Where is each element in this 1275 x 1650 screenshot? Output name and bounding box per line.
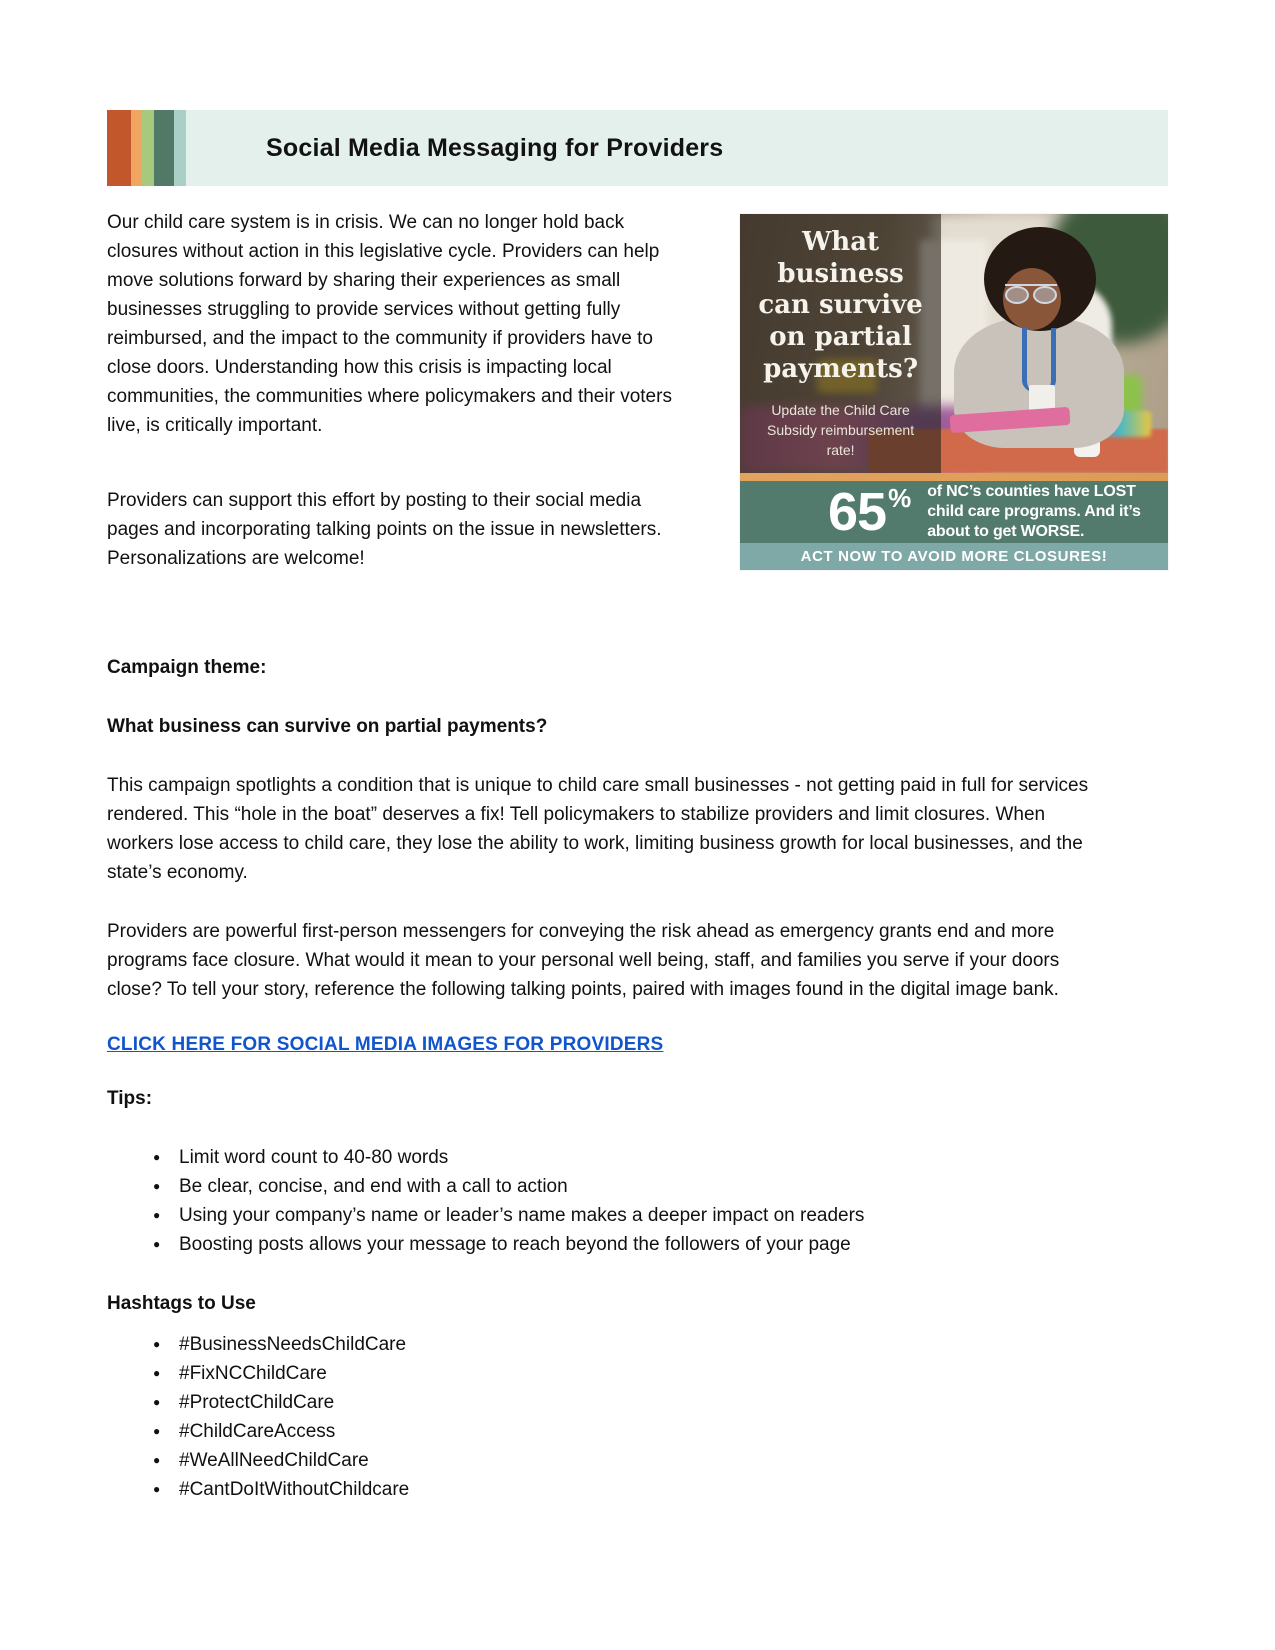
tips-item: ● Using your company’s name or leader’s name makes a deeper impact on readers [153, 1201, 1168, 1230]
campaign-theme-heading: What business can survive on partial payments? [107, 716, 548, 737]
hashtag-item: ● #BusinessNeedsChildCare [153, 1330, 1168, 1359]
intro-paragraph-2: Providers can support this effort by posting to their social media pages and incorporating talking points on the issue in newsletters. Personalizations are welcome! [107, 490, 662, 569]
intro-section [107, 208, 1168, 603]
stat-percent-sign: % [888, 482, 912, 513]
hashtag-item: ● #CantDoItWithoutChildcare [153, 1475, 1168, 1504]
hashtags-list [107, 1330, 1168, 1504]
intro-paragraph-1: Our child care system is in crisis. We can no longer hold back closures without action in this legislative cycle. Providers can help move solutions forward by sharing their experiences as small businesses struggling to provide services without getting fully reimbursed, and the impact to the community if providers have to close doors. Understanding how this crisis is impacting local communities, the communities where policymakers and their voters live, is critically important. [107, 212, 672, 436]
tips-item: ● Limit word count to 40-80 words [153, 1143, 1168, 1172]
graphic-headline: What business can survive on partial payments? [758, 226, 923, 384]
graphic-divider-strip [740, 473, 1168, 481]
tips-heading: Tips: [107, 1088, 153, 1109]
banner-stripes [107, 110, 186, 186]
tips-item: ● Boosting posts allows your message to reach beyond the followers of your page [153, 1230, 1168, 1259]
photo-illustration [740, 214, 1168, 473]
graphic-cta-band: ACT NOW TO AVOID MORE CLOSURES! [740, 543, 1168, 570]
graphic-stat-band [740, 481, 1168, 543]
campaign-paragraph-2: Providers are powerful first-person messengers for conveying the risk ahead as emergency grants end and more programs face closure. What would it mean to your personal well being, staff, and families you serve if your doors close? To tell your story, reference the following talking points, paired with images found in the digital image bank. [107, 921, 1060, 1000]
hashtag-item: ● #FixNCChildCare [153, 1359, 1168, 1388]
stripe-dark-teal [154, 110, 174, 186]
stripe-light-orange [131, 110, 141, 186]
campaign-theme-label: Campaign theme: [107, 657, 267, 678]
graphic-text-overlay [740, 214, 941, 473]
intro-text-column [107, 208, 679, 603]
social-media-graphic-image [740, 214, 1168, 570]
stat-text: of NC’s counties have LOST child care programs. And it’s about to get WORSE. [927, 483, 1141, 540]
graphic-subline: Update the Child Care Subsidy reimbursement rate! [767, 402, 915, 458]
title-banner [107, 110, 1168, 186]
campaign-paragraph-1: This campaign spotlights a condition that is unique to child care small businesses - not getting paid in full for services rendered. This “hole in the boat” deserves a fix! Tell policymakers to stabilize providers and limit closures. When workers lose access to child care, they lose the ability to work, limiting business growth for local businesses, and the state’s economy. [107, 775, 1089, 883]
stripe-light-teal [174, 110, 186, 186]
tips-item: ● Be clear, concise, and end with a call to action [153, 1172, 1168, 1201]
tips-list [107, 1143, 1168, 1259]
stripe-light-green [141, 110, 154, 186]
hashtag-item: ● #ChildCareAccess [153, 1417, 1168, 1446]
stat-number: 65 [828, 482, 887, 542]
social-media-images-link[interactable]: CLICK HERE FOR SOCIAL MEDIA IMAGES FOR PROVIDERS [107, 1034, 664, 1055]
page-title: Social Media Messaging for Providers [266, 133, 724, 162]
lanyard-shape [1022, 328, 1056, 392]
hashtag-item: ● #ProtectChildCare [153, 1388, 1168, 1417]
glasses-shape [1005, 284, 1057, 300]
hashtags-heading: Hashtags to Use [107, 1293, 256, 1314]
hashtag-item: ● #WeAllNeedChildCare [153, 1446, 1168, 1475]
stripe-dark-orange [107, 110, 131, 186]
